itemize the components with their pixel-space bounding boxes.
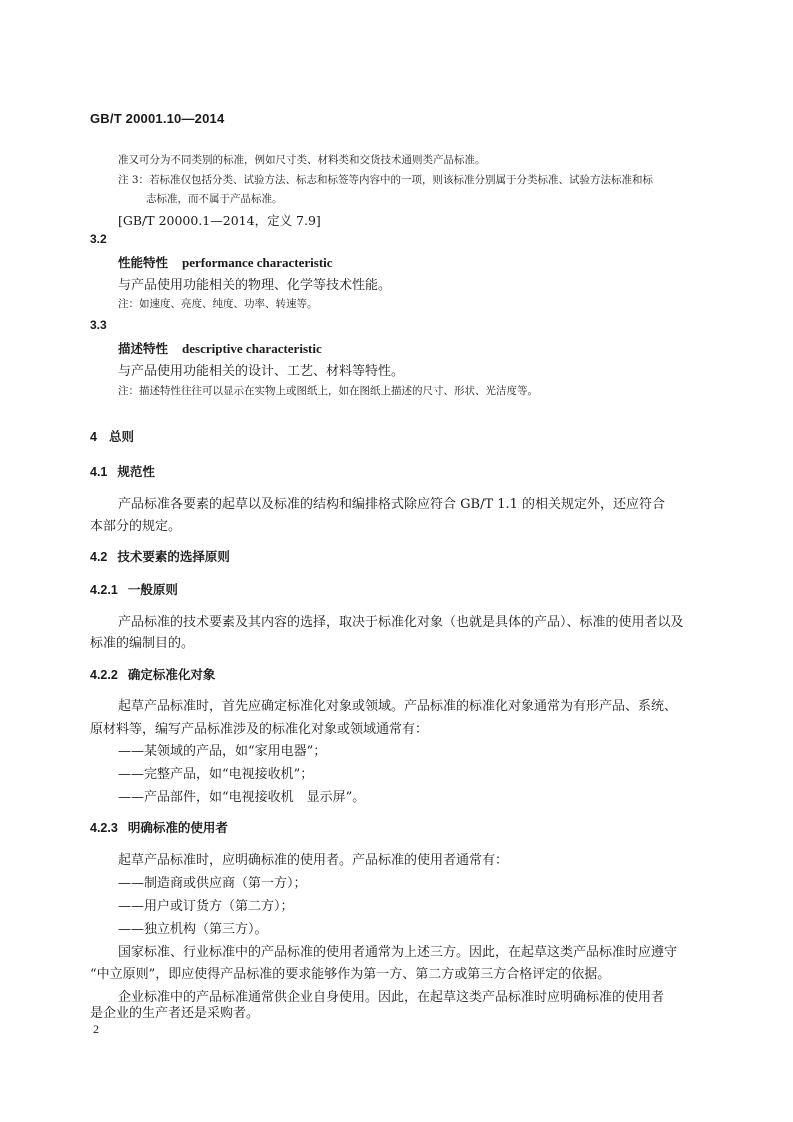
section-heading-4 xyxy=(90,427,134,445)
section-number: 4.2.2 xyxy=(90,668,118,682)
paragraph-line: “中立原则”，即应使得产品标准的要求能够作为第一方、第二方或第三方合格评定的依据。 xyxy=(90,967,611,982)
list-item: ——制造商或供应商（第一方）； xyxy=(118,876,307,891)
reference-citation: [GB/T 20000.1—2014，定义 7.9] xyxy=(118,213,321,228)
paragraph-line: 产品标准的技术要素及其内容的选择，取决于标准化对象（也就是具体的产品）、标准的使用者以及 xyxy=(118,615,684,630)
list-item: ——产品部件，如“电视接收机 显示屏”。 xyxy=(118,790,366,805)
note-continuation: 准又可分为不同类别的标准，例如尺寸类、材料类和交货技术通则类产品标准。 xyxy=(118,154,486,166)
section-number: 4 xyxy=(90,430,97,444)
section-title: 总则 xyxy=(108,430,134,444)
section-heading-4-2-1 xyxy=(90,580,178,598)
section-heading-4-2 xyxy=(90,547,230,565)
note-3-continuation: 志标准，而不属于产品标准。 xyxy=(146,193,283,205)
section-number: 4.2 xyxy=(90,550,108,564)
list-item: ——用户或订货方（第二方）； xyxy=(118,899,294,914)
section-heading-4-2-3 xyxy=(90,818,228,836)
term-en: performance characteristic xyxy=(182,255,333,270)
term-definition: 与产品使用功能相关的设计、工艺、材料等特性。 xyxy=(118,364,405,379)
section-title: 明确标准的使用者 xyxy=(127,821,228,835)
section-title: 确定标准化对象 xyxy=(127,668,216,682)
paragraph-line: 国家标准、行业标准中的产品标准的使用者通常为上述三方。因此，在起草这类产品标准时应遵守 xyxy=(118,945,678,960)
section-heading-4-2-2 xyxy=(90,665,215,683)
term-note: 注：如速度、亮度、纯度、功率、转速等。 xyxy=(118,298,318,310)
paragraph-line: 是企业的生产者还是采购者。 xyxy=(90,1006,260,1021)
paragraph-line: 起草产品标准时，首先应确定标准化对象或领域。产品标准的标准化对象通常为有形产品、系统、 xyxy=(118,699,678,714)
paragraph-line: 产品标准各要素的起草以及标准的结构和编排格式除应符合 GB/T 1.1 的相关规定外，还应符合 xyxy=(118,497,666,512)
section-heading-4-1 xyxy=(90,462,155,480)
paragraph-line: 标准的编制目的。 xyxy=(90,636,195,651)
note-3: 注 3：若标准仅包括分类、试验方法、标志和标签等内容中的一项，则该标准分别属于分类标准、试验方法标准和标 xyxy=(118,174,654,186)
document-header: GB/T 20001.10—2014 xyxy=(90,111,225,126)
term-note: 注：描述特性往往可以显示在实物上或图纸上，如在图纸上描述的尺寸、形状、光洁度等。 xyxy=(118,385,538,397)
section-title: 规范性 xyxy=(117,465,155,479)
term-zh: 性能特性 xyxy=(118,255,169,270)
term-number-3-3: 3.3 xyxy=(90,318,107,332)
list-item: ——独立机构（第三方）。 xyxy=(118,922,268,937)
term-number-3-2: 3.2 xyxy=(90,232,107,246)
paragraph-line: 起草产品标准时，应明确标准的使用者。产品标准的使用者通常有： xyxy=(118,853,509,868)
paragraph-line: 企业标准中的产品标准通常供企业自身使用。因此，在起草这类产品标准时应明确标准的使用者 xyxy=(118,990,665,1005)
section-title: 技术要素的选择原则 xyxy=(117,550,230,564)
paragraph-line: 原材料等，编写产品标准涉及的标准化对象或领域通常有： xyxy=(90,722,429,737)
section-number: 4.1 xyxy=(90,465,108,479)
section-title: 一般原则 xyxy=(127,583,178,597)
paragraph-line: 本部分的规定。 xyxy=(90,519,182,534)
section-number: 4.2.3 xyxy=(90,821,118,835)
list-item: ——某领域的产品，如“家用电器”； xyxy=(118,744,327,759)
page-number: 2 xyxy=(93,1022,99,1036)
list-item: ——完整产品，如“电视接收机”； xyxy=(118,767,314,782)
term-performance-characteristic xyxy=(118,253,333,271)
term-definition: 与产品使用功能相关的物理、化学等技术性能。 xyxy=(118,278,392,293)
section-number: 4.2.1 xyxy=(90,583,118,597)
term-descriptive-characteristic xyxy=(118,339,322,357)
term-en: descriptive characteristic xyxy=(182,341,322,356)
term-zh: 描述特性 xyxy=(118,341,169,356)
